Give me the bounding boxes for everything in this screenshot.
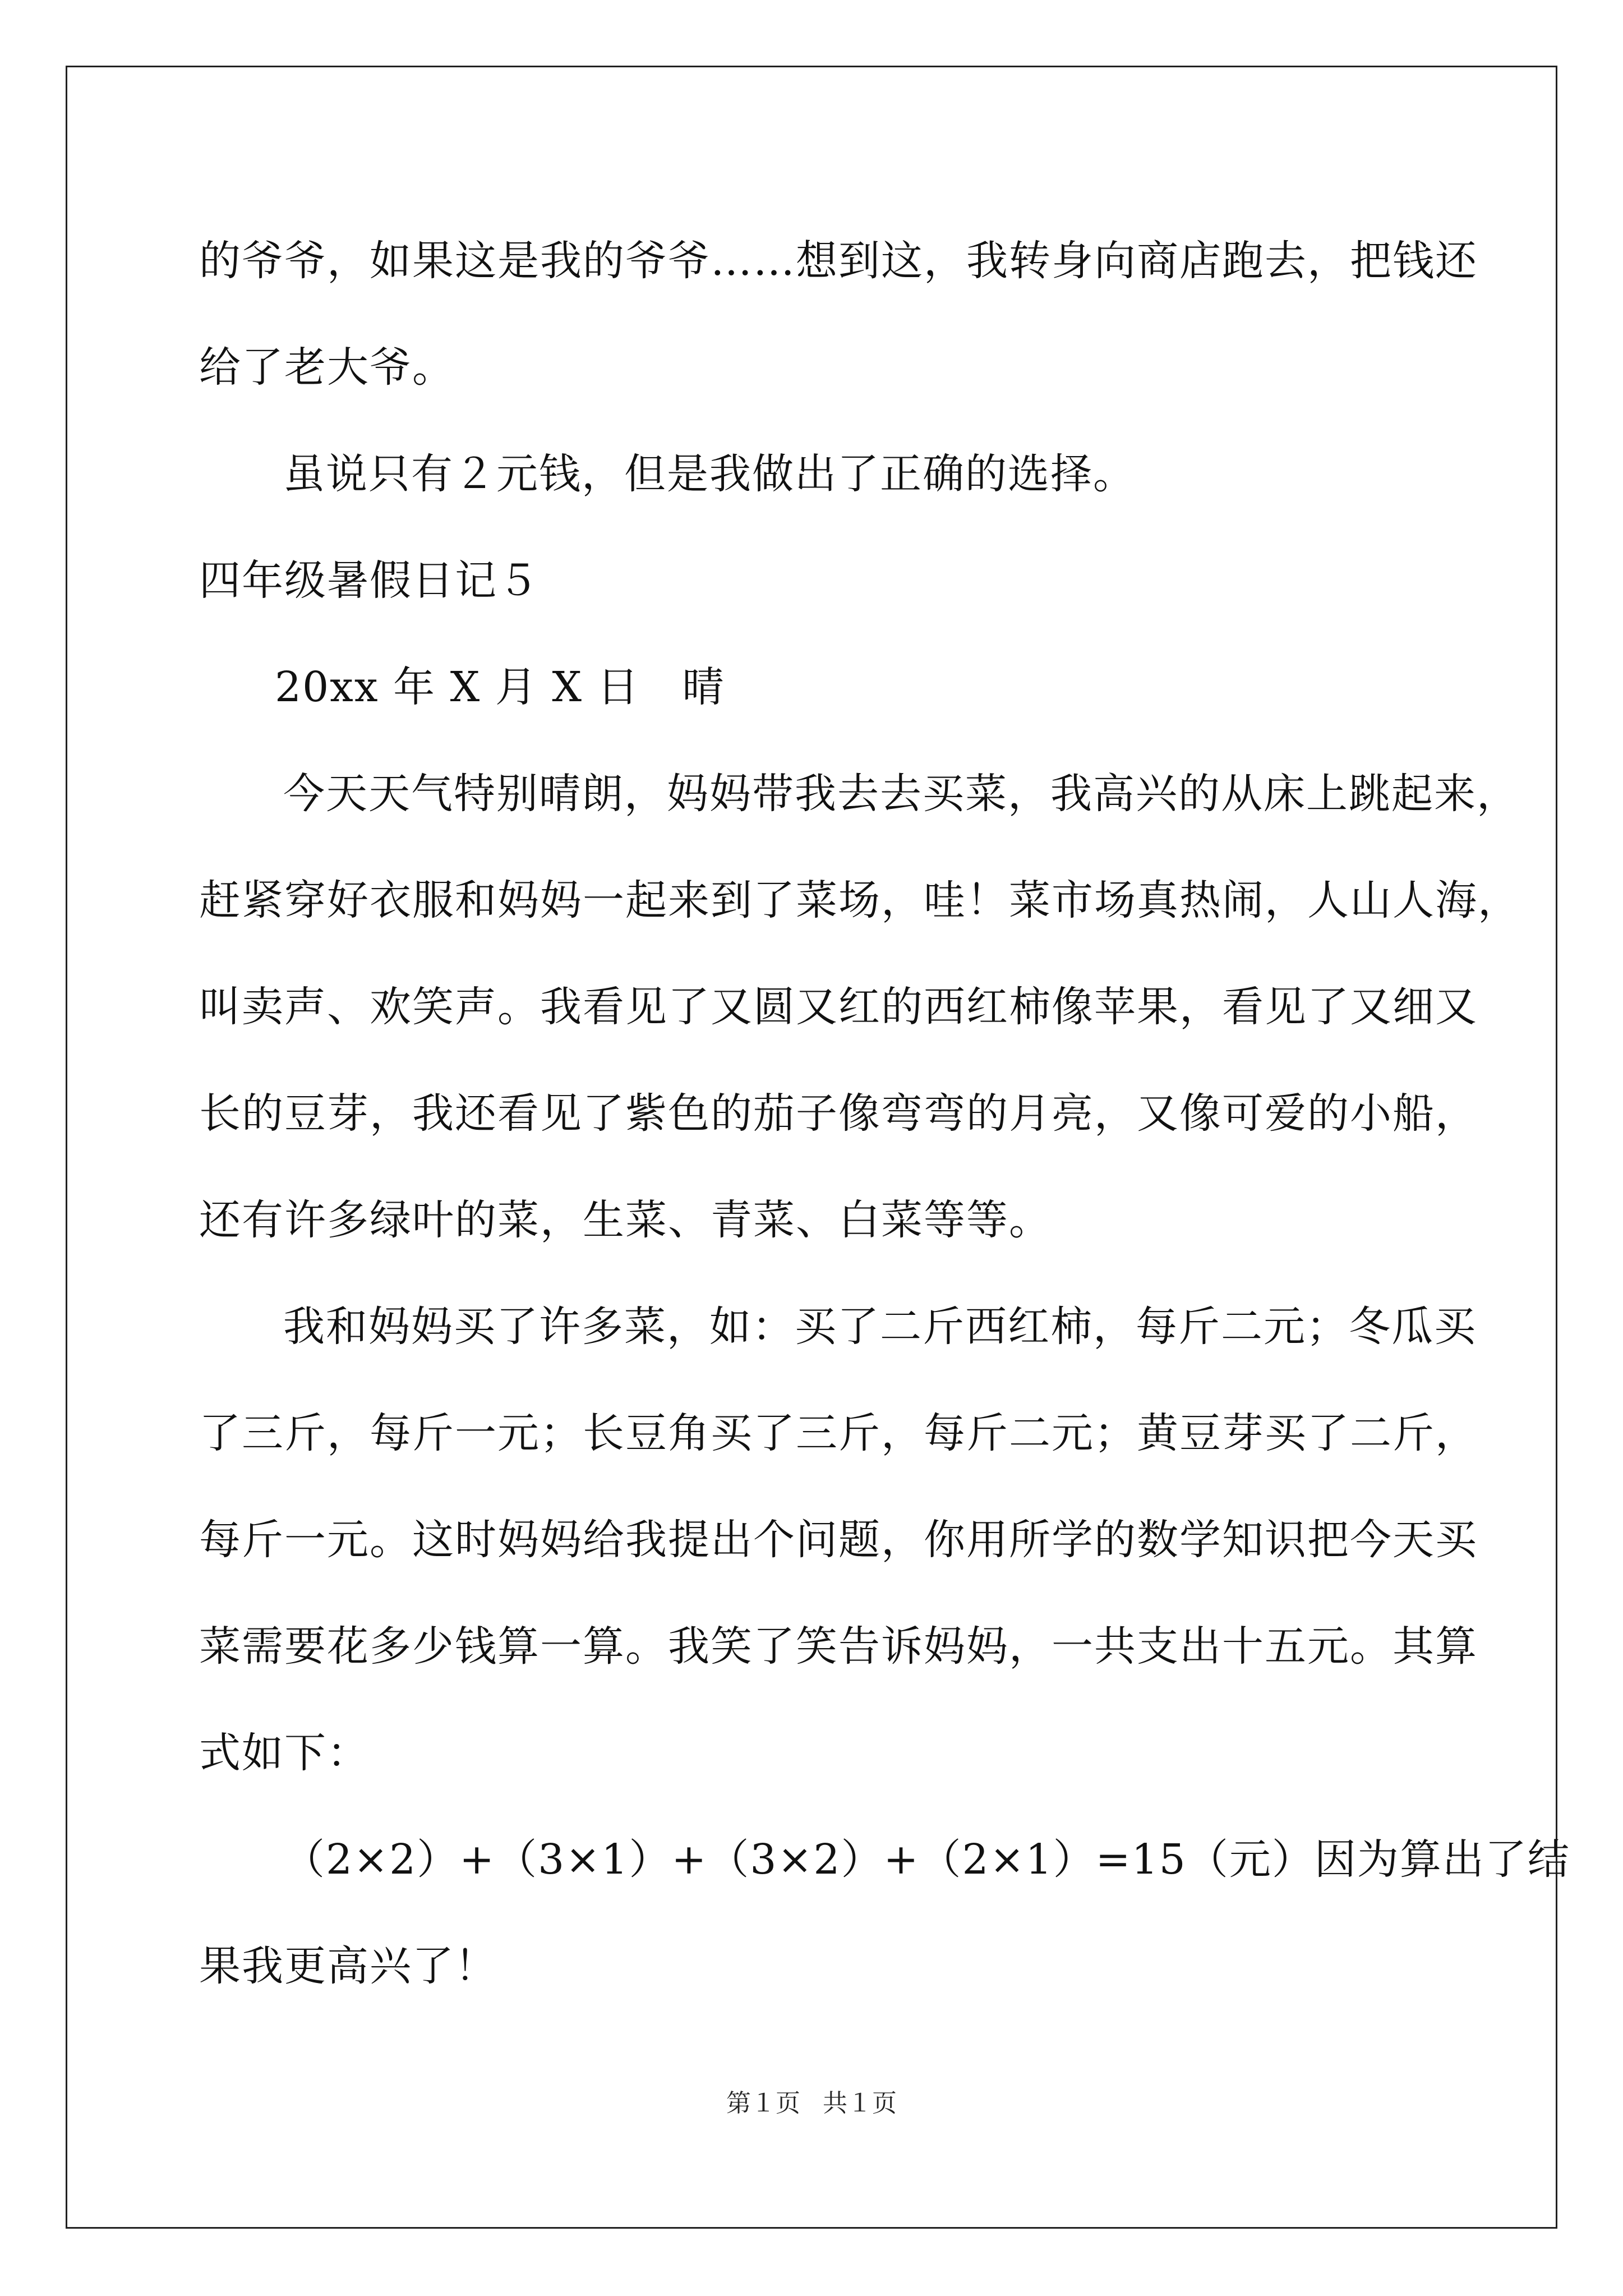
paragraph-line: 的爷爷，如果这是我的爷爷……想到这，我转身向商店跑去，把钱还 <box>199 237 1478 285</box>
paragraph-line: 还有许多绿叶的菜，生菜、青菜、白菜等等。 <box>199 1196 1052 1244</box>
paragraph-line: 给了老大爷。 <box>199 343 455 392</box>
paragraph-line: 虽说只有２元钱，但是我做出了正确的选择。 <box>283 450 1136 498</box>
paragraph-line: 叫卖声、欢笑声。我看见了又圆又红的西红柿像苹果，看见了又细又 <box>199 983 1478 1031</box>
equation-line: （2×2）+（3×1）+（3×2）+（2×1）=15（元）因为算出了结 <box>283 1835 1570 1884</box>
section-heading: 四年级暑假日记５ <box>199 556 540 605</box>
paragraph-line: 我和妈妈买了许多菜，如：买了二斤西红柿，每斤二元；冬瓜买 <box>283 1303 1477 1351</box>
paragraph-line: 长的豆芽，我还看见了紫色的茄子像弯弯的月亮，又像可爱的小船， <box>199 1089 1478 1138</box>
paragraph-line: 每斤一元。这时妈妈给我提出个问题，你用所学的数学知识把今天买 <box>199 1516 1478 1564</box>
paragraph-line: 式如下： <box>199 1729 370 1777</box>
page-footer <box>0 2087 1623 2120</box>
page-number-current: 第１页 <box>726 2089 800 2118</box>
diary-date-line: 20xx 年 X 月 X 日 晴 <box>275 663 725 711</box>
paragraph-line: 赶紧穿好衣服和妈妈一起来到了菜场，哇！菜市场真热闹，人山人海， <box>199 876 1520 924</box>
page-number-total: 共１页 <box>823 2089 897 2118</box>
paragraph-line: 果我更高兴了！ <box>199 1942 497 1990</box>
paragraph-line: 今天天气特别晴朗，妈妈带我去去买菜，我高兴的从床上跳起来， <box>283 770 1519 818</box>
document-body <box>199 208 1570 2019</box>
paragraph-line: 菜需要花多少钱算一算。我笑了笑告诉妈妈，一共支出十五元。其算 <box>199 1622 1478 1671</box>
paragraph-line: 了三斤，每斤一元；长豆角买了三斤，每斤二元；黄豆芽买了二斤， <box>199 1409 1478 1457</box>
